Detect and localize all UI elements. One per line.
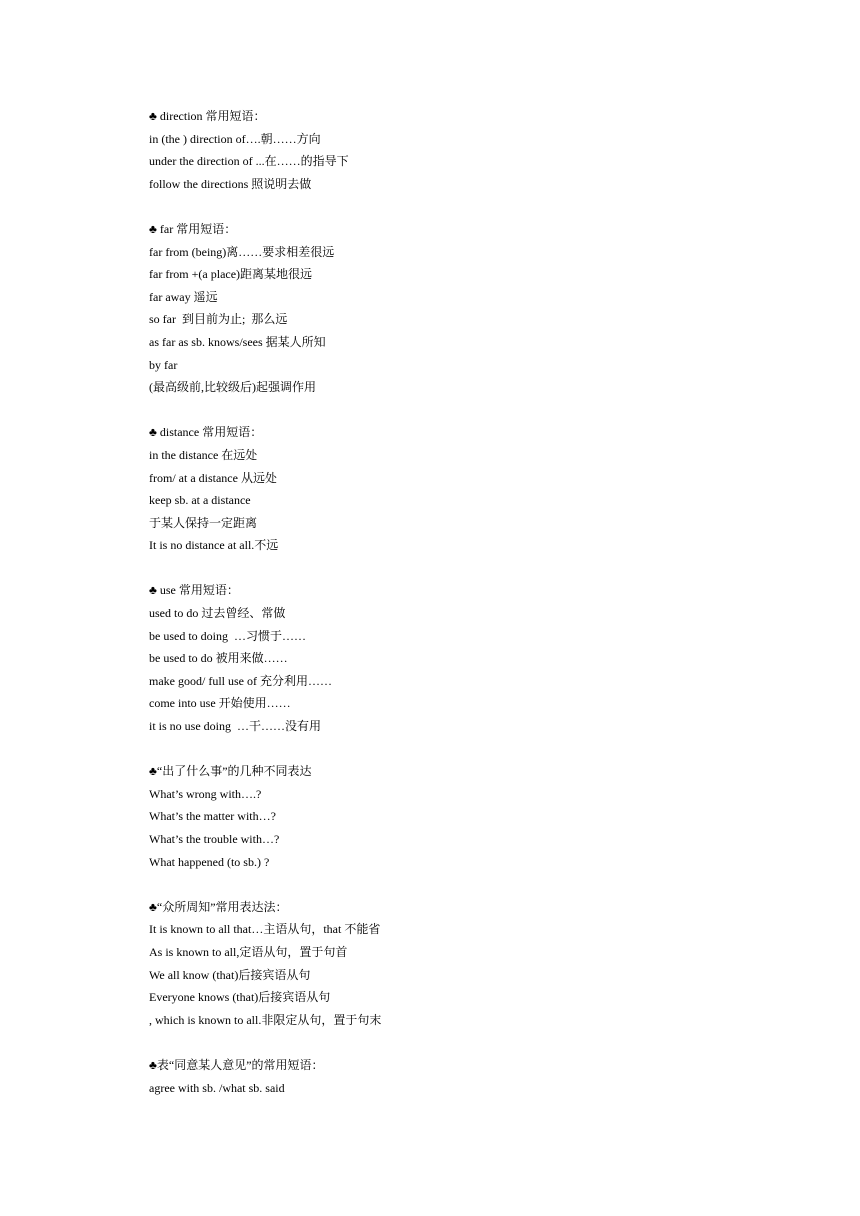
- phrase-line: by far: [149, 357, 178, 372]
- blank-line: [149, 1031, 769, 1054]
- phrase-line: make good/ full use of 充分利用……: [149, 673, 332, 688]
- phrase-line: far away 遥远: [149, 289, 218, 304]
- section-heading: ♣ distance 常用短语：: [149, 425, 263, 440]
- phrase-line: in (the ) direction of….朝……方向: [149, 131, 321, 146]
- phrase-line: (最高级前,比较级后)起强调作用: [149, 380, 316, 395]
- phrase-line: It is no distance at all.不远: [149, 538, 279, 553]
- phrase-line: What happened (to sb.) ?: [149, 854, 270, 869]
- phrase-line: far from (being)离……要求相差很远: [149, 244, 335, 259]
- blank-line: [149, 195, 769, 218]
- phrase-line: from/ at a distance 从远处: [149, 470, 277, 485]
- phrase-line: be used to doing …习惯于……: [149, 628, 306, 643]
- phrase-line: agree with sb. /what sb. said: [149, 1080, 285, 1095]
- phrase-line: far from +(a place)距离某地很远: [149, 267, 313, 282]
- blank-line: [149, 557, 769, 580]
- phrase-line: it is no use doing …干……没有用: [149, 719, 322, 734]
- section-heading: ♣“众所周知”常用表达法：: [149, 899, 288, 914]
- phrase-line: as far as sb. knows/sees 据某人所知: [149, 334, 326, 349]
- phrase-line: follow the directions 照说明去做: [149, 176, 312, 191]
- phrase-line: , which is known to all.非限定从句，置于句末: [149, 1012, 382, 1027]
- phrase-line: It is known to all that…主语从句，that 不能省: [149, 922, 381, 937]
- phrase-line: be used to do 被用来做……: [149, 651, 288, 666]
- phrase-line: in the distance 在远处: [149, 447, 258, 462]
- phrase-line: What’s the trouble with…?: [149, 832, 280, 846]
- phrase-line: used to do 过去曾经、常做: [149, 606, 286, 621]
- phrase-line: What’s the matter with…?: [149, 809, 276, 824]
- phrase-line: so far 到目前为止; 那么远: [149, 312, 288, 327]
- section-heading: ♣“出了什么事”的几种不同表达: [149, 764, 312, 779]
- phrase-line: under the direction of ...在……的指导下: [149, 154, 349, 169]
- phrase-line: Everyone knows (that)后接宾语从句: [149, 990, 331, 1005]
- section-heading: ♣ direction 常用短语：: [149, 109, 266, 123]
- blank-line: [149, 399, 769, 422]
- blank-line: [149, 873, 769, 896]
- phrase-line: As is known to all,定语从句，置于句首: [149, 944, 348, 959]
- section-heading: ♣ use 常用短语：: [149, 583, 239, 598]
- phrase-line: What’s wrong with….?: [149, 786, 262, 801]
- document-body: [149, 105, 769, 1099]
- phrase-line: 于某人保持一定距离: [149, 515, 258, 530]
- blank-line: [149, 738, 769, 761]
- section-heading: ♣表“同意某人意见”的常用短语：: [149, 1057, 324, 1072]
- section-heading: ♣ far 常用短语：: [149, 221, 237, 236]
- phrase-line: come into use 开始使用……: [149, 696, 291, 711]
- phrase-line: keep sb. at a distance: [149, 493, 251, 508]
- phrase-line: We all know (that)后接宾语从句: [149, 967, 311, 982]
